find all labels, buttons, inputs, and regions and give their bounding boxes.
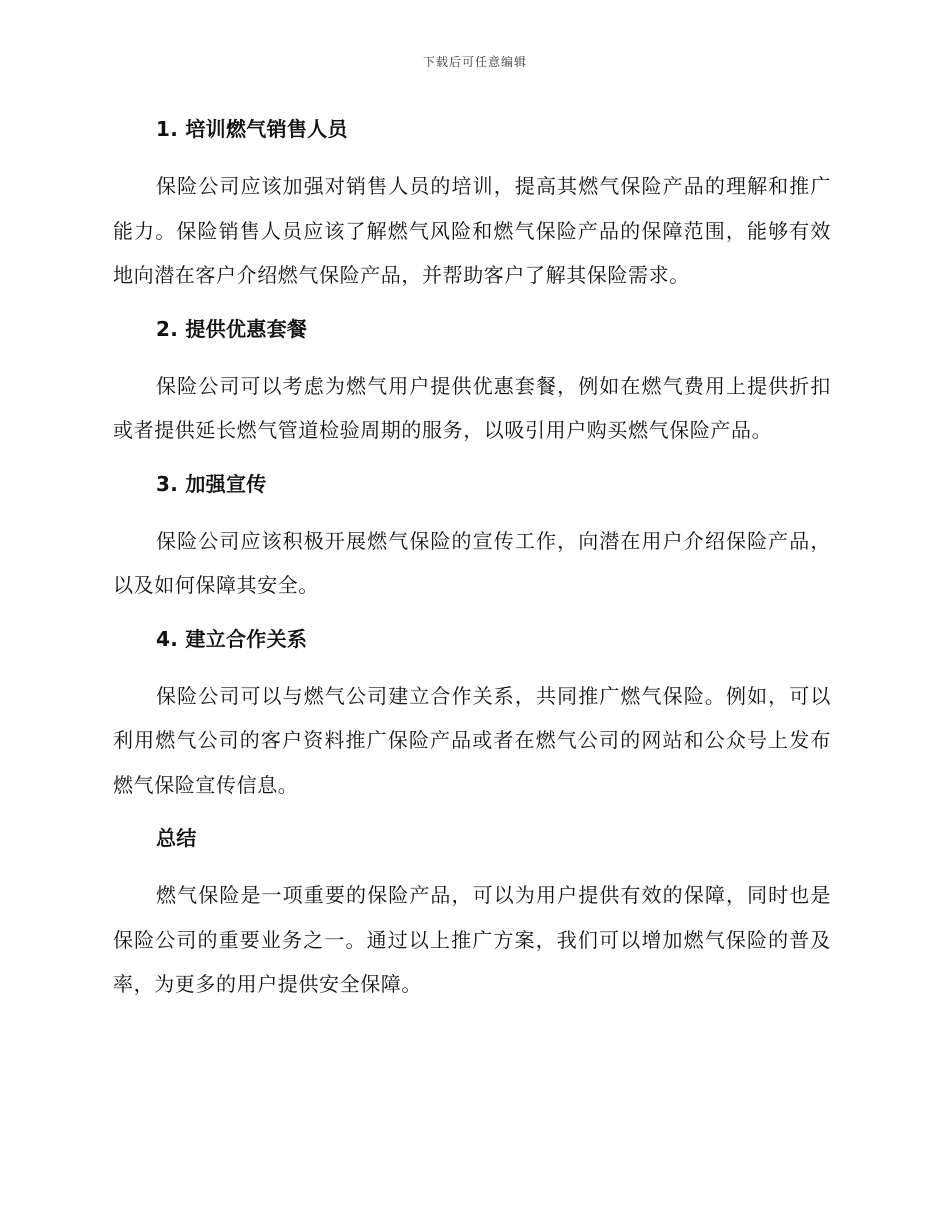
section-heading-partnership: 4. 建立合作关系 xyxy=(156,626,308,651)
section-heading-promotion: 3. 加强宣传 xyxy=(156,471,267,496)
document-content xyxy=(113,112,831,1021)
section-heading-training: 1. 培训燃气销售人员 xyxy=(156,117,348,141)
section-body-discount: 保险公司可以考虑为燃气用户提供优惠套餐，例如在燃气费用上提供折扣或者提供延长燃气管道检验周期的服务，以吸引用户购买燃气保险产品。 xyxy=(113,373,831,442)
section-body-partnership: 保险公司可以与燃气公司建立合作关系，共同推广燃气保险。例如，可以利用燃气公司的客户资料推广保险产品或者在燃气公司的网站和公众号上发布燃气保险宣传信息。 xyxy=(113,683,831,797)
header-note: 下载后可任意编辑 xyxy=(422,55,527,69)
section-body-promotion: 保险公司应该积极开展燃气保险的宣传工作，向潜在用户介绍保险产品，以及如何保障其安全。 xyxy=(113,528,831,597)
section-heading-discount: 2. 提供优惠套餐 xyxy=(156,316,308,341)
section-body-training: 保险公司应该加强对销售人员的培训，提高其燃气保险产品的理解和推广能力。保险销售人员应该了解燃气风险和燃气保险产品的保障范围，能够有效地向潜在客户介绍燃气保险产品，并帮助客户了解其保险需求。 xyxy=(113,174,831,287)
section-heading-summary: 总结 xyxy=(156,826,197,850)
section-body-summary: 燃气保险是一项重要的保险产品，可以为用户提供有效的保障，同时也是保险公司的重要业务之一。通过以上推广方案，我们可以增加燃气保险的普及率，为更多的用户提供安全保障。 xyxy=(113,883,831,996)
